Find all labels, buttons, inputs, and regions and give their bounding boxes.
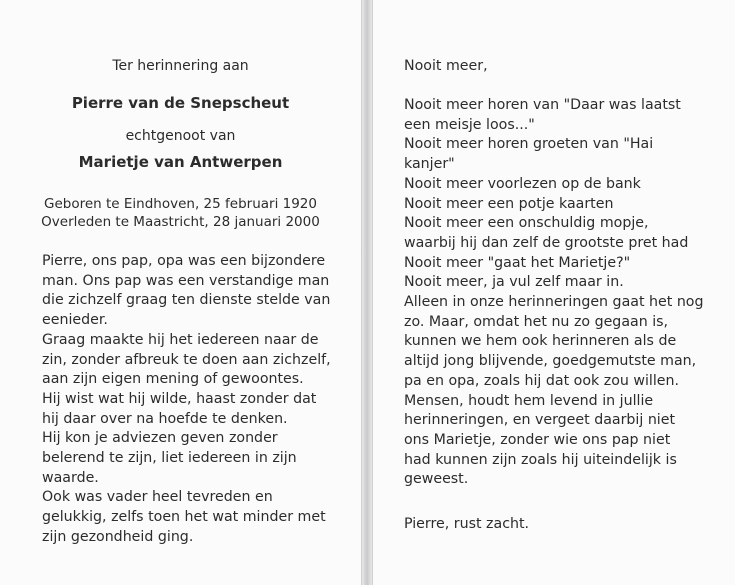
poem-line: had kunnen zijn zoals hij uiteindelijk is bbox=[404, 451, 677, 468]
body-line: Pierre, ons pap, opa was een bijzondere bbox=[42, 253, 326, 269]
body-line: Hij kon je adviezen geven zonder bbox=[42, 430, 278, 447]
poem-line: Nooit meer "gaat het Marietje?" bbox=[404, 254, 631, 271]
body-line: man. Ons pap was een verstandige man bbox=[42, 272, 330, 289]
body-line: waarde. bbox=[42, 469, 99, 486]
poem-line: waarbij hij dan zelf de grootste pret had bbox=[404, 234, 689, 251]
body-line: Graag maakte hij het iedereen naar de bbox=[42, 331, 319, 348]
body-line: gelukkig, zelfs toen het wat minder met bbox=[42, 509, 326, 526]
memorial-intro: Ter herinnering aan bbox=[112, 58, 249, 74]
card-fold bbox=[362, 0, 372, 585]
poem-line: Nooit meer horen groeten van "Hai bbox=[404, 136, 654, 153]
poem-line: een meisje loos..." bbox=[404, 116, 535, 133]
poem-line: Mensen, houdt hem levend in jullie bbox=[404, 392, 654, 409]
body-line: eenieder. bbox=[42, 312, 108, 329]
death-line: Overleden te Maastricht, 28 januari 2000 bbox=[41, 214, 320, 230]
poem-line: Nooit meer voorlezen op de bank bbox=[404, 175, 641, 192]
poem-line: zo. Maar, omdat het nu zo gegaan is, bbox=[404, 313, 669, 330]
poem-line: Nooit meer een onschuldig mopje, bbox=[404, 215, 649, 232]
poem-line: Nooit meer, ja vul zelf maar in. bbox=[404, 274, 624, 291]
right-greeting: Nooit meer, bbox=[404, 58, 488, 74]
poem-line: altijd jong blijvende, goedgemutste man, bbox=[404, 353, 697, 370]
birth-line: Geboren te Eindhoven, 25 februari 1920 bbox=[44, 196, 317, 212]
right-body-text bbox=[404, 96, 704, 490]
poem-line: kanjer" bbox=[404, 156, 455, 173]
poem-line: pa en opa, zoals hij dat ook zou willen. bbox=[404, 372, 680, 389]
poem-line: kunnen we hem ook herinneren als de bbox=[404, 333, 677, 350]
body-line: aan zijn eigen mening of gewoontes. bbox=[42, 371, 304, 388]
poem-line: herinneringen, en vergeet daarbij niet bbox=[404, 412, 676, 429]
spouse-name: Marietje van Antwerpen bbox=[78, 153, 283, 171]
body-line: zin, zonder afbreuk te doen aan zichzelf, bbox=[42, 351, 331, 368]
poem-line: ons Marietje, zonder wie ons pap niet bbox=[404, 431, 671, 448]
body-line: die zichzelf graag ten dienste stelde van bbox=[42, 292, 331, 309]
body-line: hij daar over na hoefde te denken. bbox=[42, 410, 288, 427]
spouse-intro: echtgenoot van bbox=[125, 128, 236, 144]
poem-line: Nooit meer een potje kaarten bbox=[404, 195, 614, 212]
closing-line: Pierre, rust zacht. bbox=[404, 516, 530, 532]
deceased-name: Pierre van de Snepscheut bbox=[71, 94, 290, 112]
body-line: Hij wist wat hij wilde, haast zonder dat bbox=[42, 390, 317, 407]
poem-line: geweest. bbox=[404, 471, 469, 488]
poem-line: Nooit meer horen van "Daar was laatst bbox=[404, 97, 681, 113]
poem-line: Alleen in onze herinneringen gaat het nog bbox=[404, 294, 704, 311]
left-body-text bbox=[42, 252, 342, 548]
body-line: zijn gezondheid ging. bbox=[42, 528, 194, 545]
body-line: Ook was vader heel tevreden en bbox=[42, 489, 273, 506]
body-line: belerend te zijn, liet iedereen in zijn bbox=[42, 450, 297, 467]
